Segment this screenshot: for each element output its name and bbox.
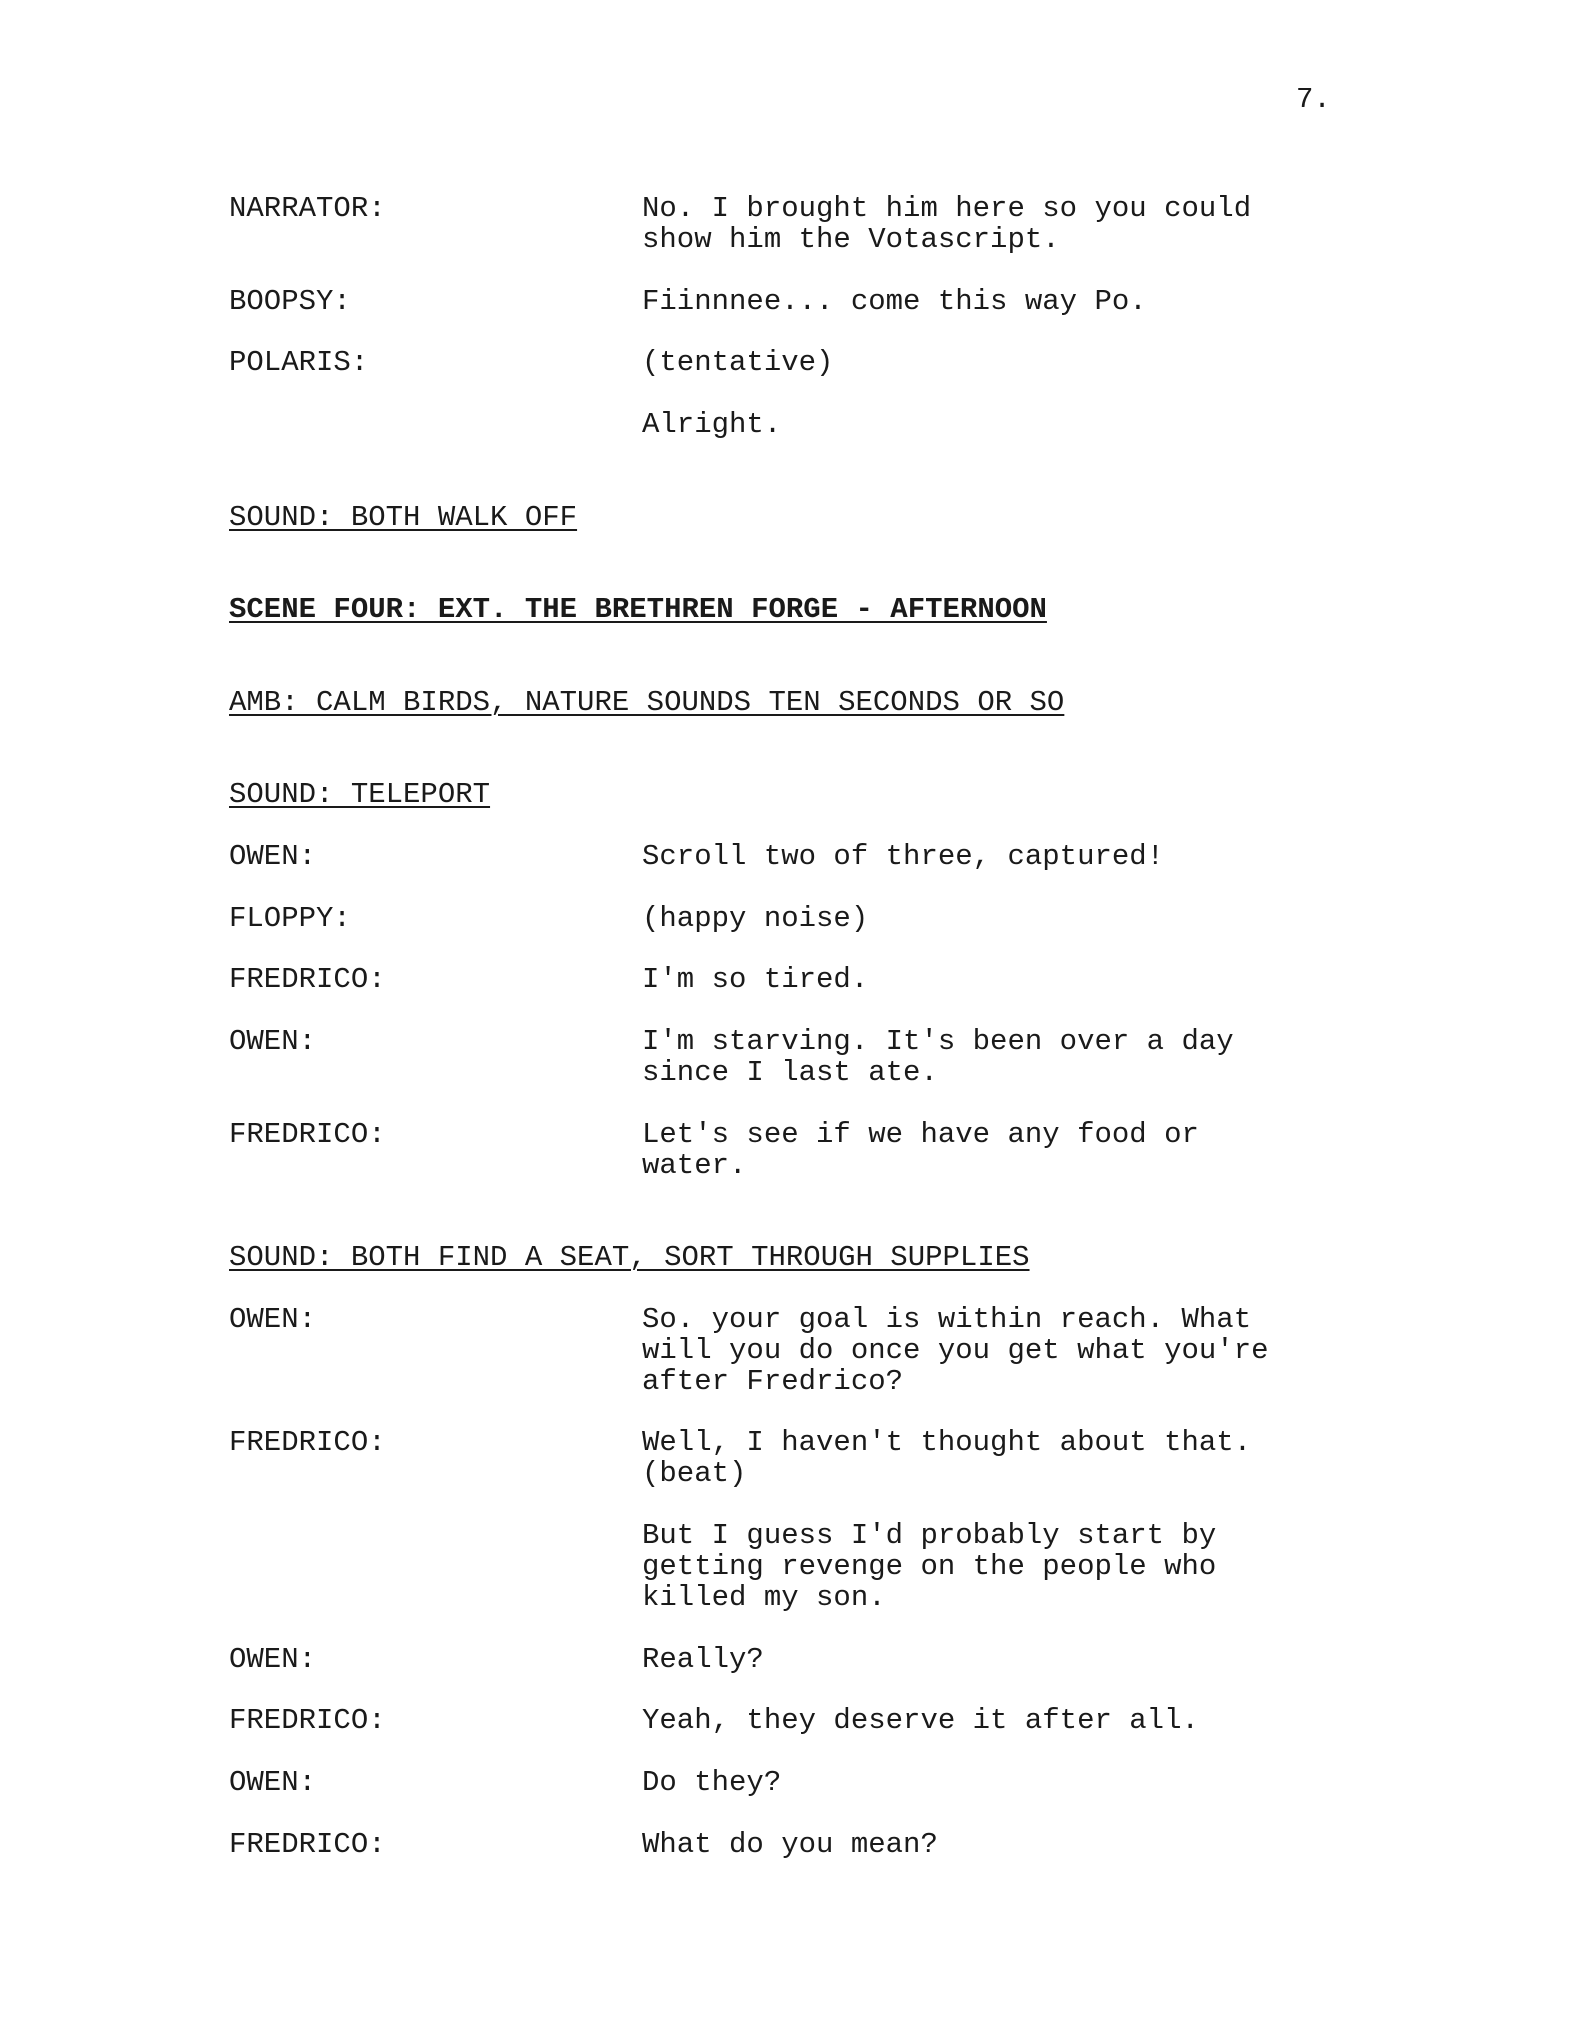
ambience-cue: AMB: CALM BIRDS, NATURE SOUNDS TEN SECONDS OR SO: [229, 686, 1065, 719]
character-name: FLOPPY:: [229, 902, 351, 935]
dialogue-line: What do you mean?: [642, 1828, 938, 1861]
dialogue-line: Let's see if we have any food or: [642, 1118, 1199, 1151]
character-name: NARRATOR:: [229, 192, 386, 225]
character-name: OWEN:: [229, 1303, 317, 1336]
dialogue-line: show him the Votascript.: [642, 223, 1060, 256]
parenthetical: (happy noise): [642, 902, 869, 935]
character-name: OWEN:: [229, 1025, 317, 1058]
sound-cue: SOUND: TELEPORT: [229, 778, 491, 811]
character-name: OWEN:: [229, 1766, 317, 1799]
character-name: FREDRICO:: [229, 1828, 386, 1861]
dialogue-line: will you do once you get what you're: [642, 1334, 1269, 1367]
dialogue-line: Really?: [642, 1643, 764, 1676]
dialogue-line: getting revenge on the people who: [642, 1550, 1217, 1583]
character-name: FREDRICO:: [229, 1426, 386, 1459]
dialogue-line: Alright.: [642, 408, 782, 441]
dialogue-line: killed my son.: [642, 1581, 886, 1614]
dialogue-line: I'm so tired.: [642, 963, 869, 996]
dialogue-line: water.: [642, 1149, 747, 1182]
character-name: FREDRICO:: [229, 1118, 386, 1151]
dialogue-line: Do they?: [642, 1766, 782, 1799]
dialogue-line: Well, I haven't thought about that.: [642, 1426, 1252, 1459]
dialogue-line: after Fredrico?: [642, 1365, 904, 1398]
character-name: FREDRICO:: [229, 963, 386, 996]
parenthetical: (beat): [642, 1457, 747, 1490]
sound-cue: SOUND: BOTH WALK OFF: [229, 501, 578, 534]
character-name: POLARIS:: [229, 346, 369, 379]
page-number: 7.: [1296, 83, 1331, 116]
dialogue-line: Yeah, they deserve it after all.: [642, 1704, 1199, 1737]
dialogue-line: I'm starving. It's been over a day: [642, 1025, 1234, 1058]
sound-cue: SOUND: BOTH FIND A SEAT, SORT THROUGH SUPPLIES: [229, 1241, 1030, 1274]
character-name: FREDRICO:: [229, 1704, 386, 1737]
character-name: BOOPSY:: [229, 285, 351, 318]
dialogue-line: since I last ate.: [642, 1056, 938, 1089]
parenthetical: (tentative): [642, 346, 834, 379]
character-name: OWEN:: [229, 1643, 317, 1676]
dialogue-line: But I guess I'd probably start by: [642, 1519, 1217, 1552]
scene-heading: SCENE FOUR: EXT. THE BRETHREN FORGE - AFTERNOON: [229, 593, 1047, 626]
dialogue-line: Fiinnnee... come this way Po.: [642, 285, 1147, 318]
character-name: OWEN:: [229, 840, 317, 873]
dialogue-line: Scroll two of three, captured!: [642, 840, 1165, 873]
dialogue-line: No. I brought him here so you could: [642, 192, 1252, 225]
dialogue-line: So. your goal is within reach. What: [642, 1303, 1252, 1336]
